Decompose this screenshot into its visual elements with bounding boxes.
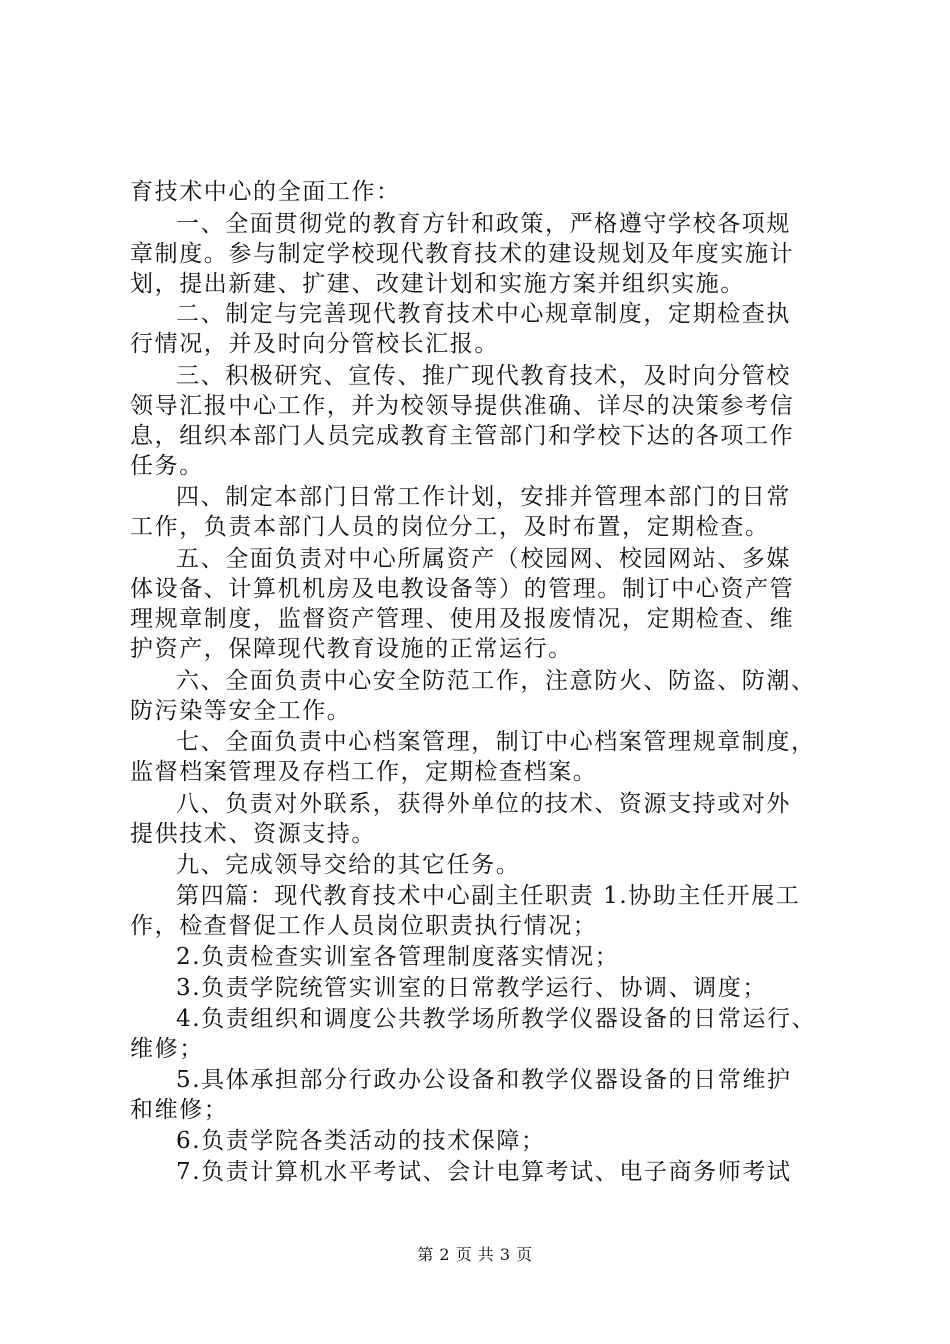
text-line: 六、全面负责中心安全防范工作，注意防火、防盗、防潮、: [176, 668, 816, 694]
text-line: 九、完成领导交给的其它任务。: [176, 852, 521, 878]
text-line: 育技术中心的全面工作：: [130, 179, 401, 205]
text-line: 7.负责计算机水平考试、会计电算考试、电子商务师考试: [176, 1159, 792, 1185]
text-line: 划，提出新建、扩建、改建计划和实施方案并组织实施。: [130, 271, 745, 297]
text-line: 任务。: [130, 453, 204, 479]
text-line: 防污染等安全工作。: [130, 698, 352, 724]
text-line: 八、负责对外联系，获得外单位的技术、资源支持或对外: [176, 791, 791, 817]
text-line: 理规章制度，监督资产管理、使用及报废情况，定期检查、维: [130, 606, 795, 632]
text-line: 维修；: [130, 1036, 204, 1062]
text-line: 和维修；: [130, 1097, 229, 1123]
text-line: 一、全面贯彻党的教育方针和政策，严格遵守学校各项规: [176, 211, 791, 237]
page-number-footer: 第 2 页 共 3 页: [417, 1245, 533, 1264]
text-line: 体设备、计算机机房及电教设备等）的管理。制订中心资产管: [130, 576, 795, 602]
text-line: 五、全面负责对中心所属资产（校园网、校园网站、多媒: [176, 546, 791, 572]
text-line: 6.负责学院各类活动的技术保障；: [176, 1128, 546, 1154]
text-line: 章制度。参与制定学校现代教育技术的建设规划及年度实施计: [130, 241, 795, 267]
text-line: 第四篇：现代教育技术中心副主任职责 1.协助主任开展工: [176, 883, 801, 909]
text-line: 四、制定本部门日常工作计划，安排并管理本部门的日常: [176, 484, 791, 510]
text-line: 工作，负责本部门人员的岗位分工，及时布置，定期检查。: [130, 514, 770, 540]
text-line: 息，组织本部门人员完成教育主管部门和学校下达的各项工作: [130, 423, 795, 449]
text-line: 领导汇报中心工作，并为校领导提供准确、详尽的决策参考信: [130, 393, 795, 419]
text-line: 护资产，保障现代教育设施的正常运行。: [130, 636, 573, 662]
text-line: 三、积极研究、宣传、推广现代教育技术，及时向分管校: [176, 363, 791, 389]
text-line: 4.负责组织和调度公共教学场所教学仪器设备的日常运行、: [176, 1006, 817, 1032]
text-line: 2.负责检查实训室各管理制度落实情况；: [176, 944, 620, 970]
text-line: 3.负责学院统管实训室的日常教学运行、协调、调度；: [176, 975, 767, 1001]
text-line: 作，检查督促工作人员岗位职责执行情况；: [130, 913, 598, 939]
text-line: 监督档案管理及存档工作，定期检查档案。: [130, 759, 598, 785]
text-line: 5.具体承担部分行政办公设备和教学仪器设备的日常维护: [176, 1067, 792, 1093]
text-line: 七、全面负责中心档案管理，制订中心档案管理规章制度，: [176, 729, 816, 755]
text-line: 二、制定与完善现代教育技术中心规章制度，定期检查执: [176, 301, 791, 327]
text-line: 行情况，并及时向分管校长汇报。: [130, 331, 499, 357]
text-line: 提供技术、资源支持。: [130, 821, 376, 847]
